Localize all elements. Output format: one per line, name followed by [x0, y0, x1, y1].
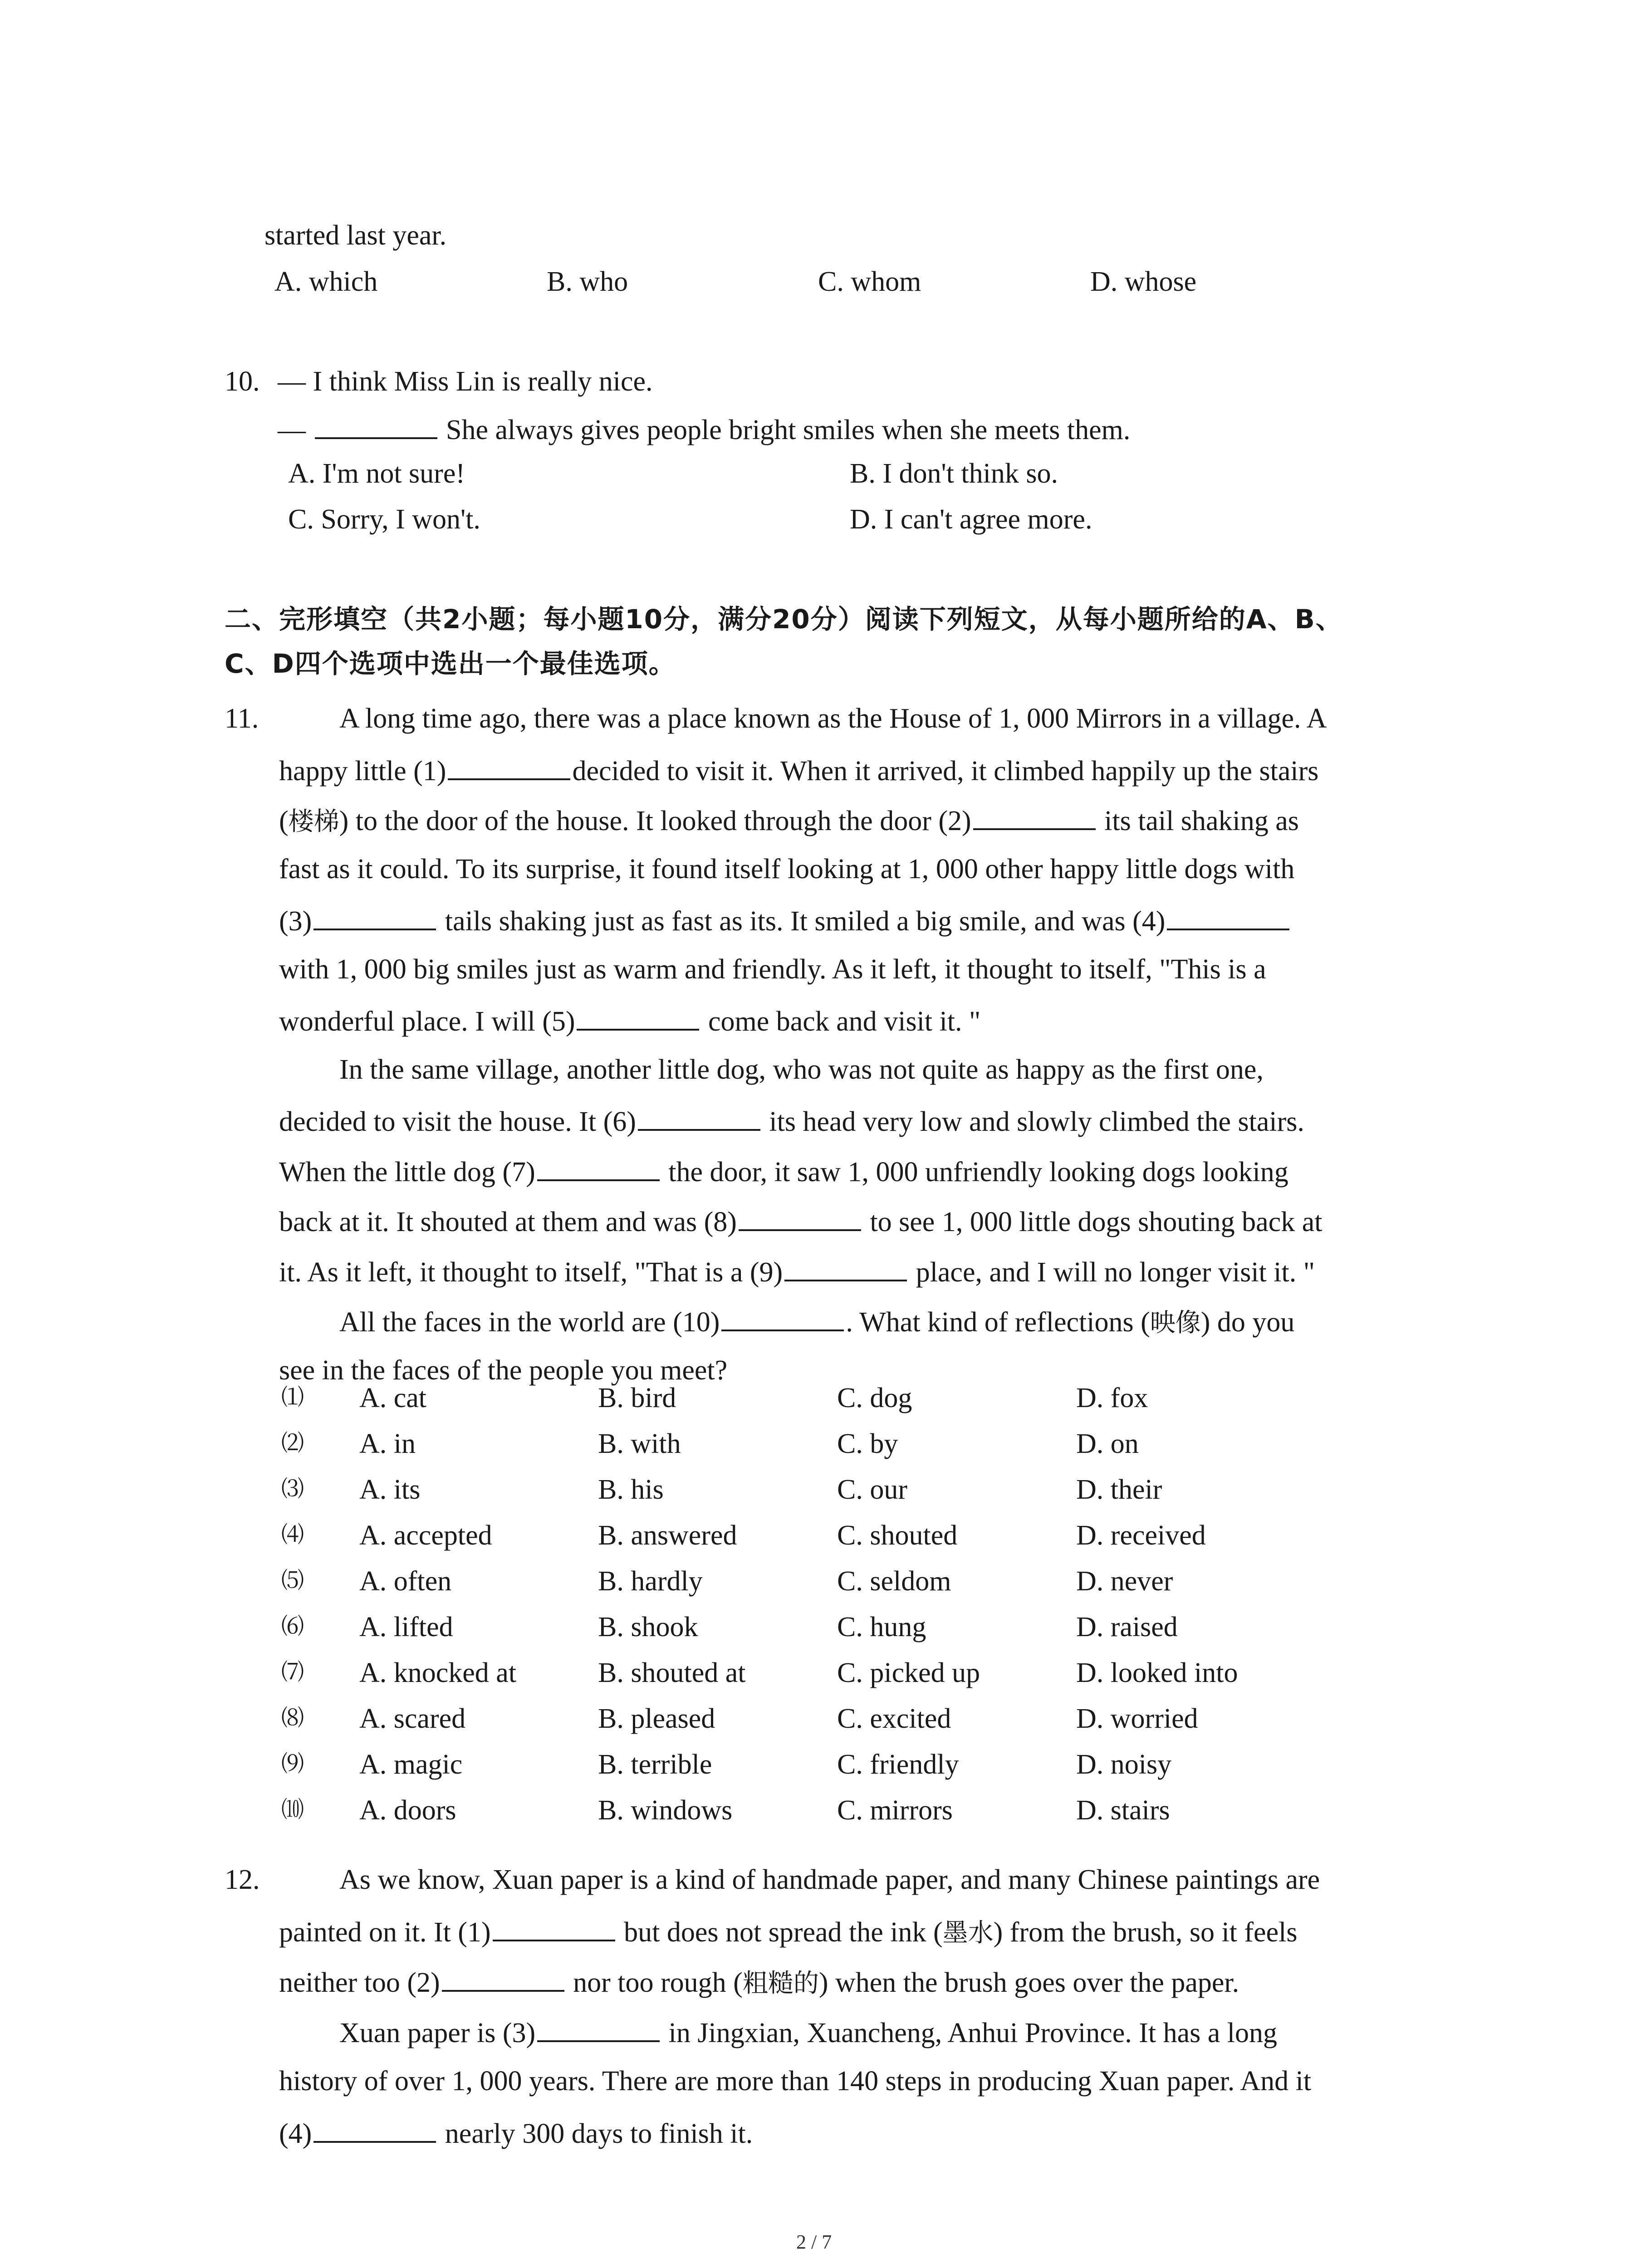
choice-option-b: B. answered — [598, 1520, 737, 1551]
q10-option-b: B. I don't think so. — [850, 458, 1058, 489]
answer-blank — [638, 1105, 760, 1131]
answer-blank — [537, 1156, 660, 1181]
passage-text: ( — [279, 806, 289, 836]
q12-passage-line — [279, 2067, 1311, 2095]
passage-text: in Jingxian, Xuancheng, Anhui Province. It has a long — [661, 2018, 1278, 2048]
choice-option-c: C. our — [837, 1474, 907, 1505]
q10-line1: — I think Miss Lin is really nice. — [278, 366, 653, 397]
q10-line2 — [278, 414, 1130, 444]
q9-option-a: A. which — [274, 266, 378, 297]
passage-text: with 1, 000 big smiles just as warm and friendly. As it left, it thought to itself, "This is a — [279, 953, 1266, 985]
q10-dash: — — [278, 415, 306, 445]
q11-passage-line — [279, 1356, 727, 1384]
answer-blank — [537, 2017, 660, 2042]
choice-number: ⑸ — [281, 1567, 304, 1593]
q11-passage-line — [279, 1206, 1322, 1236]
q9-option-d: D. whose — [1090, 266, 1197, 297]
choice-option-c: C. seldom — [837, 1566, 951, 1597]
q11-passage-line — [279, 955, 1266, 983]
passage-text: come back and visit it. " — [701, 1006, 981, 1037]
answer-blank — [973, 805, 1096, 830]
answer-blank — [721, 1306, 844, 1331]
choice-number: ⑷ — [281, 1521, 304, 1548]
q10-option-d: D. I can't agree more. — [850, 504, 1092, 535]
q11-passage-line — [279, 1105, 1304, 1136]
passage-text: history of over 1, 000 years. There are more than 140 steps in producing Xuan paper. And it — [279, 2066, 1312, 2097]
passage-text: 映像 — [1150, 1308, 1201, 1338]
choice-option-b: B. hardly — [598, 1566, 703, 1597]
passage-text: fast as it could. To its surprise, it found itself looking at 1, 000 other happy little dogs with — [279, 853, 1295, 885]
choice-option-d: D. worried — [1076, 1703, 1198, 1734]
q11-passage-line — [279, 1256, 1315, 1286]
passage-text: ) to the door of the house. It looked through the door (2) — [339, 806, 971, 836]
passage-text: decided to visit the house. It (6) — [279, 1106, 636, 1137]
q12-passage-line — [339, 1866, 1320, 1894]
choice-option-a: A. magic — [359, 1749, 463, 1780]
q11-passage-line — [339, 704, 1327, 733]
choice-option-a: A. often — [359, 1566, 452, 1597]
q12-passage-line — [339, 2017, 1277, 2047]
q10-option-a: A. I'm not sure! — [288, 458, 465, 489]
q11-passage-line — [279, 805, 1299, 835]
passage-text: nearly 300 days to finish it. — [438, 2118, 753, 2149]
passage-text: When the little dog (7) — [279, 1156, 535, 1188]
q12-passage-line — [279, 1966, 1239, 1997]
choice-option-a: A. doors — [359, 1795, 456, 1826]
choice-option-d: D. their — [1076, 1474, 1162, 1505]
passage-text: A long time ago, there was a place known as the House of 1, 000 Mirrors in a village. A — [339, 703, 1327, 734]
passage-text: As we know, Xuan paper is a kind of handmade paper, and many Chinese paintings are — [339, 1864, 1320, 1895]
q11-passage-line — [279, 1156, 1288, 1186]
section2-heading-line1: 二、完形填空（共2小题；每小题10分，满分20分）阅读下列短文，从每小题所给的A、B、 — [225, 604, 1343, 635]
passage-text: its head very low and slowly climbed the stairs. — [762, 1106, 1304, 1137]
passage-text: Xuan paper is (3) — [339, 2018, 536, 2048]
section2-heading-line2: C、D四个选项中选出一个最佳选项。 — [225, 648, 676, 679]
q10-number: 10. — [225, 366, 260, 397]
q10-line2-text: She always gives people bright smiles when she meets them. — [446, 415, 1131, 445]
passage-text: the door, it saw 1, 000 unfriendly looking dogs looking — [661, 1156, 1288, 1188]
passage-text: painted on it. It (1) — [279, 1917, 491, 1948]
choice-option-c: C. hung — [837, 1612, 926, 1642]
passage-text: 墨水 — [942, 1918, 994, 1948]
answer-blank — [739, 1206, 861, 1231]
choice-option-a: A. in — [359, 1428, 416, 1459]
choice-option-b: B. with — [598, 1428, 681, 1459]
passage-text: 粗糙的 — [742, 1969, 819, 1998]
q11-passage-line — [279, 855, 1294, 883]
choice-number: ⑹ — [281, 1613, 304, 1639]
choice-option-d: D. never — [1076, 1566, 1173, 1597]
answer-blank — [493, 1916, 615, 1941]
q11-passage-line — [279, 1005, 980, 1036]
q12-number: 12. — [225, 1864, 260, 1895]
choice-option-b: B. shouted at — [598, 1657, 746, 1688]
choice-number: ⑶ — [281, 1476, 304, 1502]
choice-option-d: D. raised — [1076, 1612, 1178, 1642]
page-number: 2 / 7 — [796, 2231, 832, 2253]
choice-option-b: B. his — [598, 1474, 664, 1505]
q11-passage-line — [339, 1306, 1294, 1336]
passage-text: All the faces in the world are (10) — [339, 1307, 720, 1338]
answer-blank — [577, 1005, 699, 1031]
answer-blank — [314, 905, 436, 930]
choice-number: ⑴ — [281, 1384, 304, 1410]
q11-passage-line — [339, 1056, 1264, 1084]
q11-number: 11. — [225, 703, 259, 734]
choice-option-c: C. excited — [837, 1703, 951, 1734]
q12-passage-line — [279, 2117, 753, 2148]
q9-tail: started last year. — [265, 220, 447, 251]
choice-number: ⑽ — [281, 1796, 304, 1823]
choice-option-a: A. knocked at — [359, 1657, 517, 1688]
choice-option-d: D. fox — [1076, 1383, 1148, 1413]
passage-text: nor too rough ( — [566, 1967, 743, 1998]
choice-option-c: C. shouted — [837, 1520, 958, 1551]
choice-option-c: C. friendly — [837, 1749, 959, 1780]
choice-option-d: D. noisy — [1076, 1749, 1172, 1780]
passage-text: decided to visit it. When it arrived, it climbed happily up the stairs — [572, 755, 1319, 787]
passage-text: . What kind of reflections ( — [846, 1307, 1150, 1338]
choice-option-d: D. received — [1076, 1520, 1206, 1551]
passage-text: its tail shaking as — [1097, 806, 1299, 836]
choice-option-b: B. bird — [598, 1383, 676, 1413]
passage-text: In the same village, another little dog, who was not quite as happy as the first one, — [339, 1054, 1264, 1085]
passage-text: happy little (1) — [279, 755, 446, 787]
answer-blank — [442, 1966, 564, 1992]
choice-option-d: D. on — [1076, 1428, 1139, 1459]
passage-text: ) when the brush goes over the paper. — [818, 1967, 1239, 1998]
choice-option-a: A. accepted — [359, 1520, 492, 1551]
passage-text: ) do you — [1200, 1307, 1295, 1338]
choice-option-a: A. cat — [359, 1383, 427, 1413]
passage-text: back at it. It shouted at them and was (8) — [279, 1207, 737, 1237]
passage-text: to see 1, 000 little dogs shouting back at — [862, 1207, 1323, 1237]
q10-blank — [315, 414, 437, 439]
choice-number: ⑵ — [281, 1430, 304, 1456]
choice-number: ⑼ — [281, 1750, 304, 1777]
answer-blank — [784, 1256, 907, 1281]
choice-option-b: B. terrible — [598, 1749, 712, 1780]
choice-option-c: C. picked up — [837, 1657, 980, 1688]
choice-number: ⑺ — [281, 1659, 304, 1685]
choice-option-a: A. scared — [359, 1703, 466, 1734]
choice-option-c: C. mirrors — [837, 1795, 953, 1826]
choice-option-c: C. dog — [837, 1383, 912, 1413]
q10-option-c: C. Sorry, I won't. — [288, 504, 480, 535]
answer-blank — [1167, 905, 1289, 930]
q12-passage-line — [279, 1916, 1297, 1946]
q11-passage-line — [279, 905, 1291, 935]
choice-option-a: A. lifted — [359, 1612, 453, 1642]
choice-option-b: B. shook — [598, 1612, 698, 1642]
choice-option-b: B. pleased — [598, 1703, 715, 1734]
passage-text: but does not spread the ink ( — [617, 1917, 943, 1948]
passage-text: place, and I will no longer visit it. " — [909, 1256, 1315, 1288]
choice-option-c: C. by — [837, 1428, 898, 1459]
answer-blank — [314, 2117, 436, 2143]
choice-number: ⑻ — [281, 1705, 304, 1731]
passage-text: 楼梯 — [288, 807, 339, 836]
q9-option-c: C. whom — [818, 266, 921, 297]
passage-text: it. As it left, it thought to itself, "That is a (9) — [279, 1256, 783, 1288]
passage-text: see in the faces of the people you meet? — [279, 1354, 728, 1386]
passage-text: neither too (2) — [279, 1967, 440, 1998]
passage-text: ) from the brush, so it feels — [993, 1917, 1298, 1948]
q9-option-b: B. who — [547, 266, 628, 297]
choice-option-d: D. looked into — [1076, 1657, 1238, 1688]
passage-text: (3) — [279, 906, 312, 937]
answer-blank — [448, 755, 570, 780]
passage-text: tails shaking just as fast as its. It smiled a big smile, and was (4) — [438, 906, 1166, 937]
q11-passage-line — [279, 755, 1318, 785]
choice-option-d: D. stairs — [1076, 1795, 1170, 1826]
choice-option-a: A. its — [359, 1474, 421, 1505]
choice-option-b: B. windows — [598, 1795, 733, 1826]
passage-text: wonderful place. I will (5) — [279, 1006, 575, 1037]
passage-text: (4) — [279, 2118, 312, 2149]
